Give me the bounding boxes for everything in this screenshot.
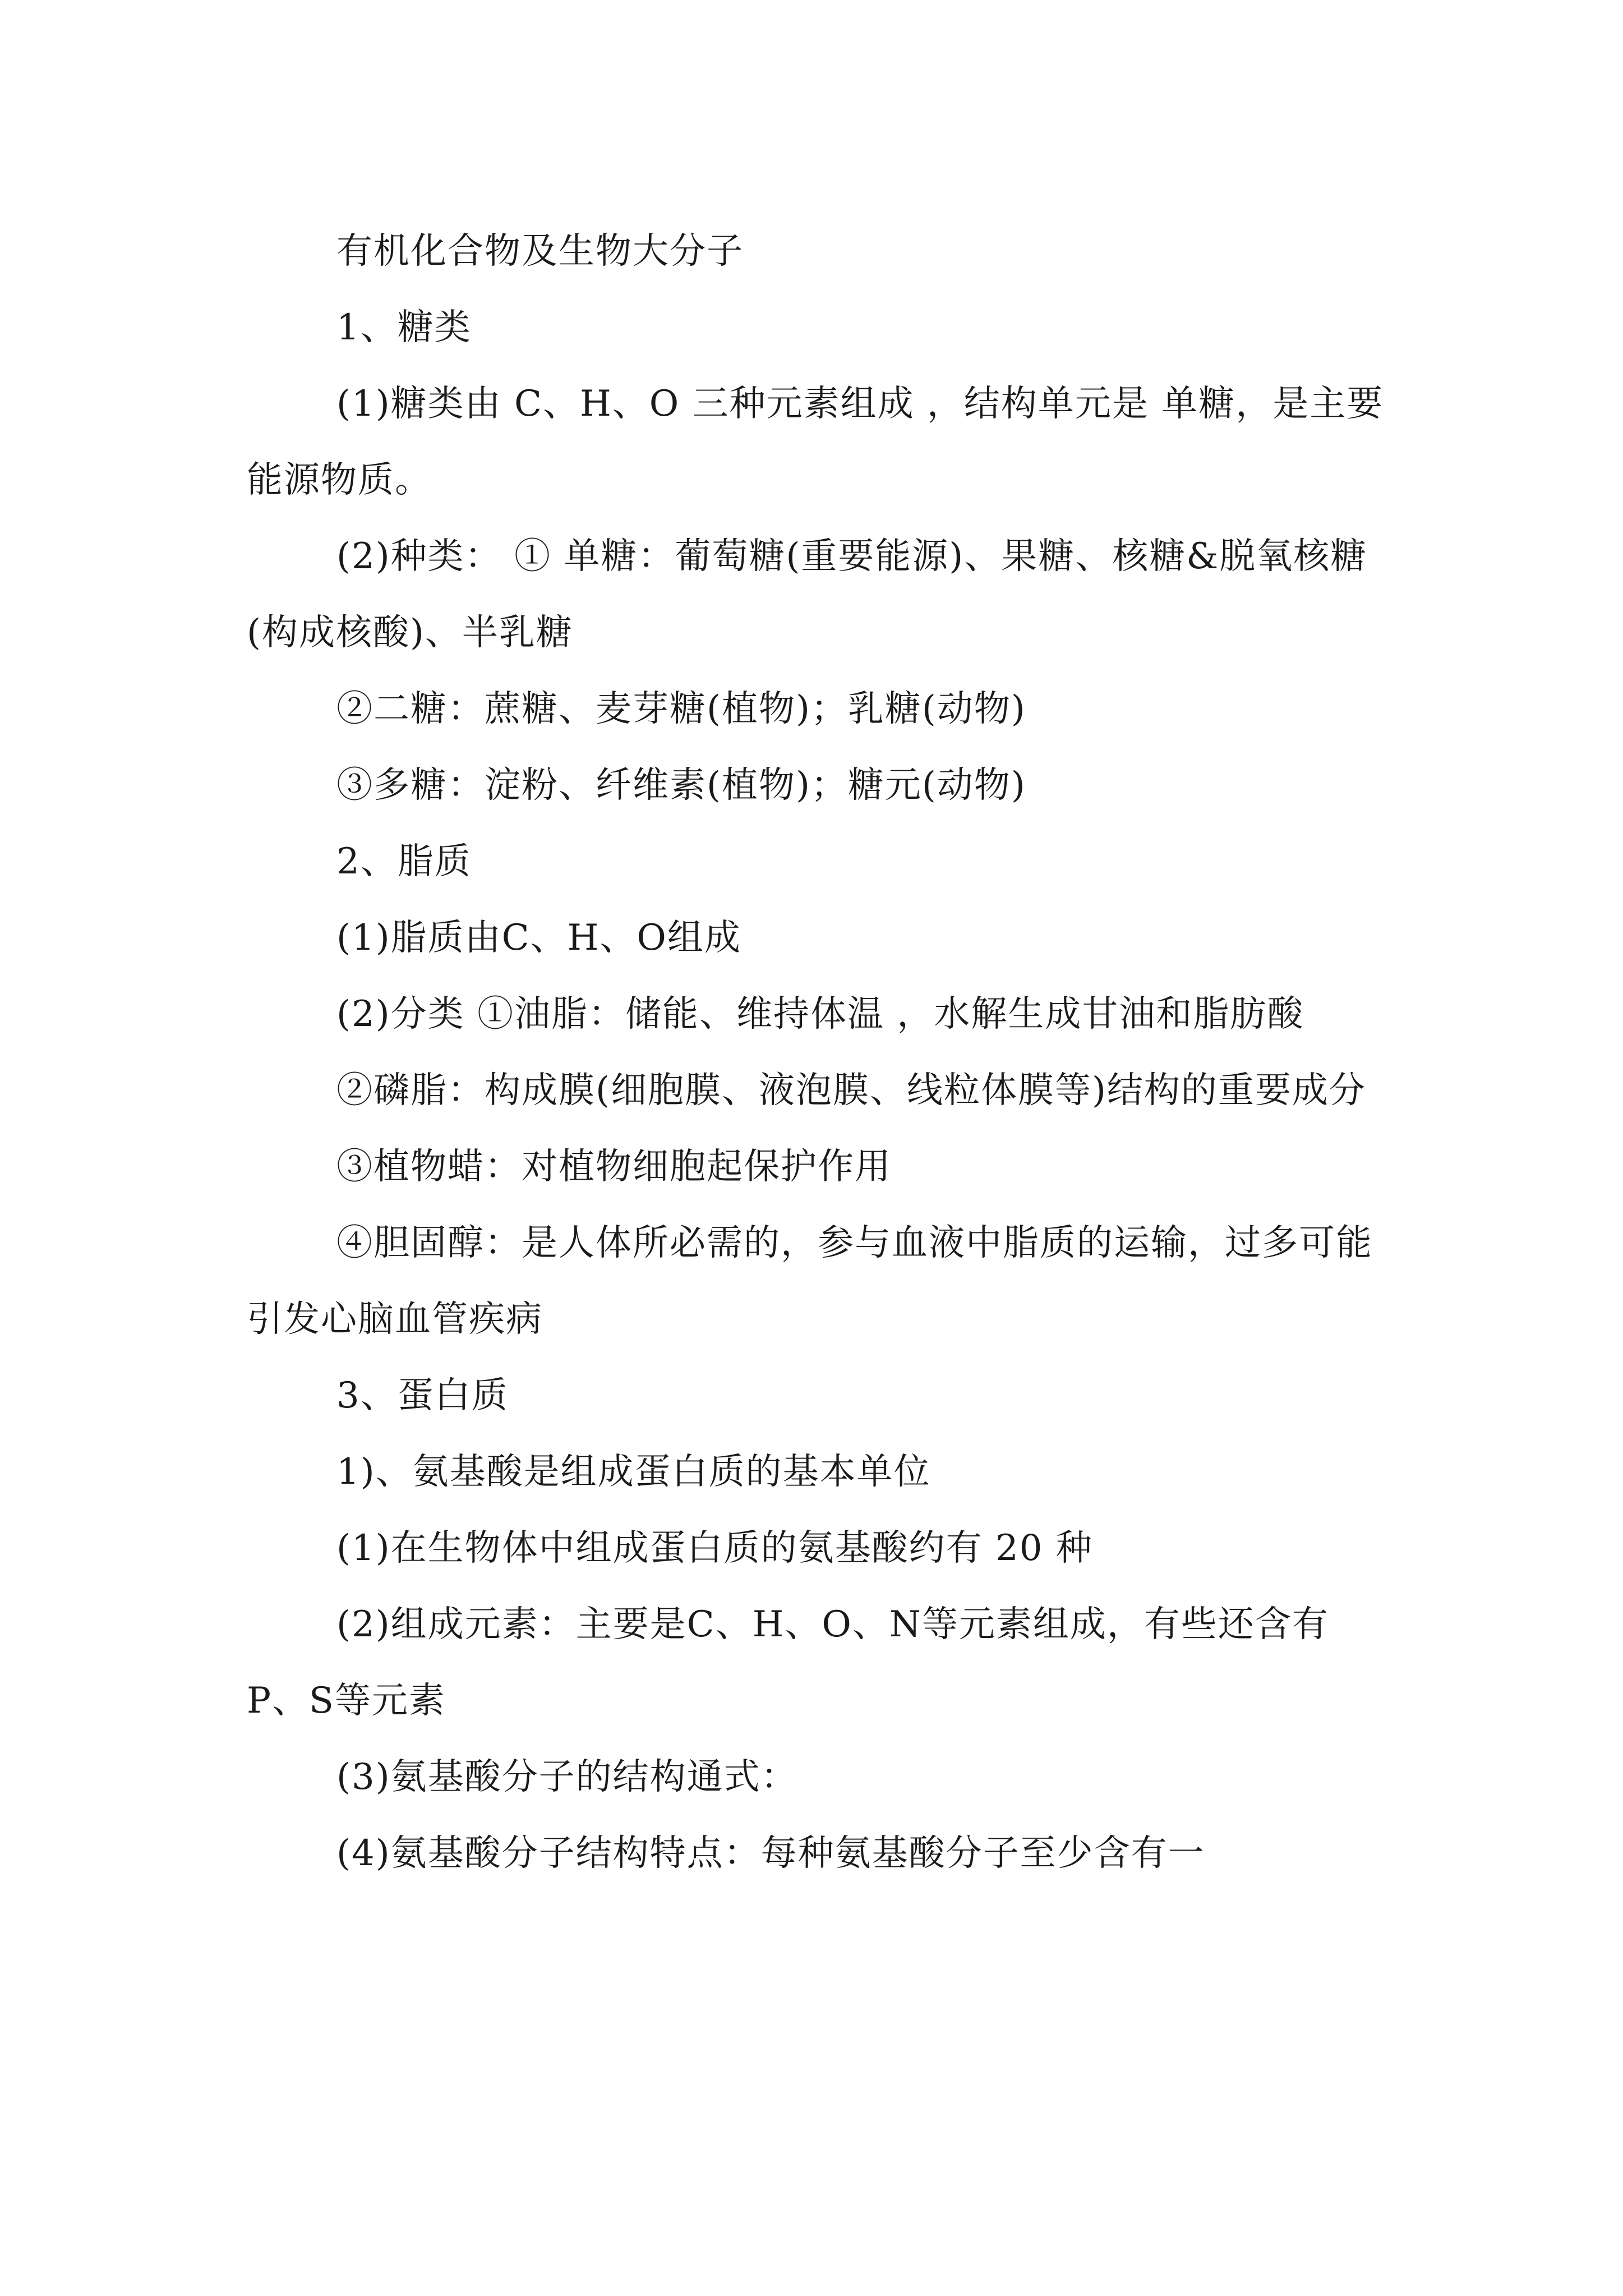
paragraph: 1)、氨基酸是组成蛋白质的基本单位 xyxy=(336,1451,931,1493)
paragraph: (1)在生物体中组成蛋白质的氨基酸约有 20 种 xyxy=(336,1527,1093,1569)
paragraph: (3)氨基酸分子的结构通式： xyxy=(336,1756,798,1798)
paragraph: (2)组成元素：主要是C、H、O、N等元素组成，有些还含有P、S等元素 xyxy=(247,1604,1329,1722)
document-body xyxy=(247,213,1385,1892)
paragraph: ②二糖：蔗糖、麦芽糖(植物)；乳糖(动物) xyxy=(336,688,1026,730)
paragraph: (4)氨基酸分子结构特点：每种氨基酸分子至少含有一 xyxy=(336,1833,1205,1874)
paragraph: (1)脂质由C、H、O组成 xyxy=(336,917,741,959)
document-title: 有机化合物及生物大分子 xyxy=(336,231,744,272)
paragraph: ④胆固醇：是人体所必需的，参与血液中脂质的运输，过多可能引发心脑血管疾病 xyxy=(247,1222,1373,1340)
paragraph: (2)分类 ①油脂：储能、维持体温 ，水解生成甘油和脂肪酸 xyxy=(336,993,1304,1035)
paragraph: ②磷脂：构成膜(细胞膜、液泡膜、线粒体膜等)结构的重要成分 xyxy=(336,1070,1366,1111)
section-heading-lipids: 2、脂质 xyxy=(336,841,472,882)
section-heading-proteins: 3、蛋白质 xyxy=(336,1375,509,1416)
paragraph: (1)糖类由 C、H、O 三种元素组成 ，结构单元是 单糖，是主要 能源物质。 xyxy=(247,383,1384,501)
paragraph: ③植物蜡：对植物细胞起保护作用 xyxy=(336,1146,892,1188)
section-heading-sugars: 1、糖类 xyxy=(336,307,472,348)
paragraph: (2)种类： ① 单糖：葡萄糖(重要能源)、果糖、核糖&脱氧核糖(构成核酸)、半乳糖 xyxy=(247,536,1368,654)
paragraph: ③多糖：淀粉、纤维素(植物)；糖元(动物) xyxy=(336,765,1026,806)
